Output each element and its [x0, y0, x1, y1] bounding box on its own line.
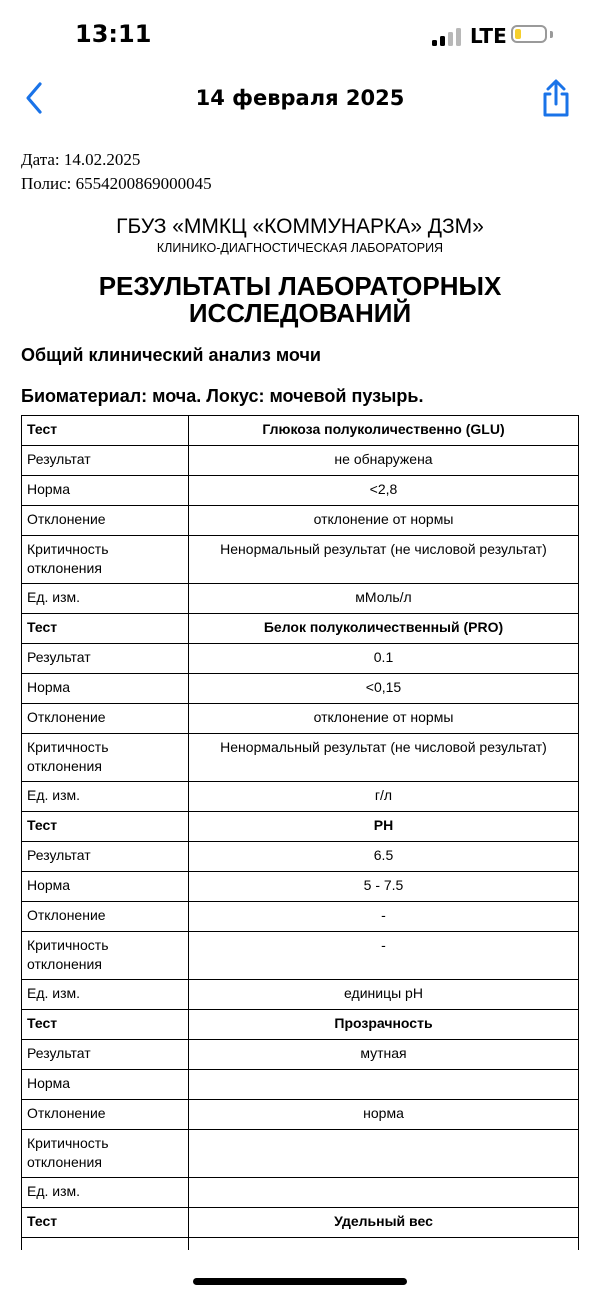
- norm-row: [22, 872, 579, 902]
- battery-tip: [550, 31, 553, 38]
- deviation-row: [22, 1100, 579, 1130]
- deviation-row: [22, 704, 579, 734]
- test-header-label: Тест: [22, 416, 189, 446]
- test-header-row: [22, 1010, 579, 1040]
- criticality-label: Критичность отклонения: [22, 932, 189, 980]
- unit-value: [189, 1178, 579, 1208]
- status-time: 13:11: [75, 20, 152, 48]
- result-row: [22, 1040, 579, 1070]
- criticality-value: Ненормальный результат (не числовой результат): [189, 734, 579, 782]
- result-row: [22, 842, 579, 872]
- unit-label: Ед. изм.: [22, 782, 189, 812]
- test-header-value: Удельный вес: [189, 1208, 579, 1238]
- unit-row: [22, 782, 579, 812]
- insurance-policy: Полис: 6554200869000045: [21, 174, 212, 193]
- result-label: Результат: [22, 644, 189, 674]
- unit-value: г/л: [189, 782, 579, 812]
- result-row: [22, 446, 579, 476]
- norm-row: [22, 674, 579, 704]
- criticality-row: [22, 734, 579, 782]
- result-value: 0.1: [189, 644, 579, 674]
- test-header-label: Тест: [22, 614, 189, 644]
- criticality-value: [189, 1130, 579, 1178]
- deviation-label: Отклонение: [22, 1100, 189, 1130]
- test-header-value: Белок полуколичественный (PRO): [189, 614, 579, 644]
- deviation-value: отклонение от нормы: [189, 704, 579, 734]
- network-type-label: LTE: [470, 24, 507, 48]
- norm-row: [22, 476, 579, 506]
- result-row: [22, 644, 579, 674]
- test-header-label: Тест: [22, 1010, 189, 1040]
- result-value: не обнаружена: [189, 446, 579, 476]
- bottom-area: [0, 1250, 600, 1297]
- report-date: Дата: 14.02.2025: [21, 150, 141, 169]
- deviation-row: [22, 902, 579, 932]
- norm-label: Норма: [22, 674, 189, 704]
- report-title-line-2: ИССЛЕДОВАНИЙ: [188, 298, 412, 328]
- results-table: [21, 415, 579, 1268]
- norm-label: Норма: [22, 476, 189, 506]
- deviation-value: отклонение от нормы: [189, 506, 579, 536]
- result-value: мутная: [189, 1040, 579, 1070]
- criticality-row: [22, 536, 579, 584]
- biomaterial-info: Биоматериал: моча. Локус: мочевой пузырь.: [21, 386, 424, 406]
- deviation-value: -: [189, 902, 579, 932]
- test-header-row: [22, 614, 579, 644]
- norm-row: [22, 1070, 579, 1100]
- analysis-name: Общий клинический анализ мочи: [21, 345, 321, 365]
- test-header-value: PH: [189, 812, 579, 842]
- unit-value: единицы pH: [189, 980, 579, 1010]
- organization-name: ГБУЗ «ММКЦ «КОММУНАРКА» ДЗМ»: [116, 215, 484, 238]
- unit-row: [22, 980, 579, 1010]
- test-header-value: Глюкоза полуколичественно (GLU): [189, 416, 579, 446]
- norm-value: 5 - 7.5: [189, 872, 579, 902]
- criticality-row: [22, 932, 579, 980]
- deviation-row: [22, 506, 579, 536]
- test-header-value: Прозрачность: [189, 1010, 579, 1040]
- unit-value: мМоль/л: [189, 584, 579, 614]
- unit-label: Ед. изм.: [22, 1178, 189, 1208]
- test-header-label: Тест: [22, 812, 189, 842]
- norm-label: Норма: [22, 872, 189, 902]
- result-label: Результат: [22, 1040, 189, 1070]
- result-label: Результат: [22, 446, 189, 476]
- home-indicator[interactable]: [193, 1278, 407, 1285]
- criticality-value: -: [189, 932, 579, 980]
- report-title: [0, 273, 600, 327]
- battery-level-fill: [515, 29, 521, 39]
- deviation-label: Отклонение: [22, 704, 189, 734]
- deviation-label: Отклонение: [22, 902, 189, 932]
- test-header-row: [22, 416, 579, 446]
- norm-label: Норма: [22, 1070, 189, 1100]
- norm-value: <0,15: [189, 674, 579, 704]
- unit-label: Ед. изм.: [22, 980, 189, 1010]
- criticality-label: Критичность отклонения: [22, 536, 189, 584]
- test-header-row: [22, 1208, 579, 1238]
- navigation-bar: [0, 70, 600, 130]
- results-table-body: [22, 416, 579, 1268]
- test-header-row: [22, 812, 579, 842]
- norm-value: <2,8: [189, 476, 579, 506]
- unit-row: [22, 584, 579, 614]
- share-button[interactable]: [536, 78, 576, 120]
- share-icon: [536, 78, 576, 120]
- cellular-signal-icon: [432, 28, 464, 46]
- result-label: Результат: [22, 842, 189, 872]
- battery-icon: [511, 25, 547, 43]
- norm-value: [189, 1070, 579, 1100]
- status-bar: [0, 0, 600, 70]
- criticality-label: Критичность отклонения: [22, 1130, 189, 1178]
- deviation-value: норма: [189, 1100, 579, 1130]
- page-title: 14 февраля 2025: [195, 86, 405, 110]
- organization-department: КЛИНИКО-ДИАГНОСТИЧЕСКАЯ ЛАБОРАТОРИЯ: [156, 241, 444, 255]
- unit-label: Ед. изм.: [22, 584, 189, 614]
- criticality-label: Критичность отклонения: [22, 734, 189, 782]
- test-header-label: Тест: [22, 1208, 189, 1238]
- unit-row: [22, 1178, 579, 1208]
- criticality-row: [22, 1130, 579, 1178]
- result-value: 6.5: [189, 842, 579, 872]
- criticality-value: Ненормальный результат (не числовой результат): [189, 536, 579, 584]
- deviation-label: Отклонение: [22, 506, 189, 536]
- report-title-line-1: РЕЗУЛЬТАТЫ ЛАБОРАТОРНЫХ: [98, 271, 502, 301]
